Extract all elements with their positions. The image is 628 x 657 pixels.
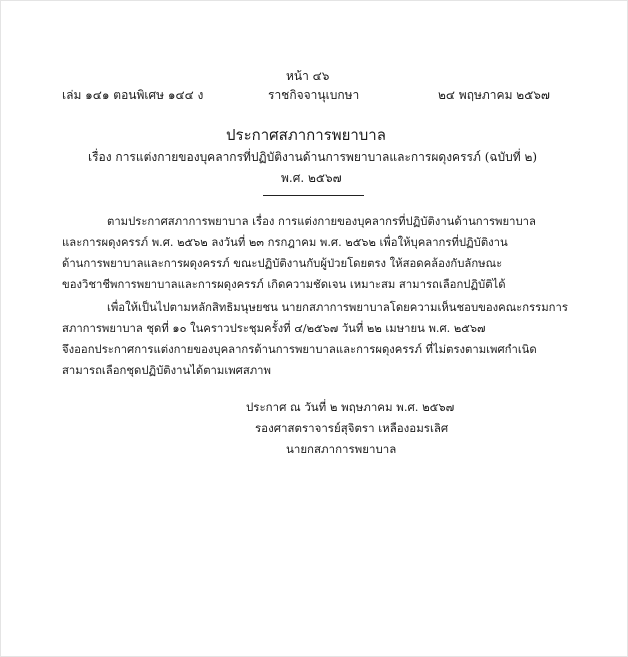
title-divider — [263, 195, 364, 196]
paragraph2-line: จึงออกประกาศการแต่งกายของบุคลากรด้านการพยาบาลและการผดุงครรภ์ ที่ไม่ตรงตามเพศกำเนิด — [62, 343, 537, 356]
paragraph1-line: ของวิชาชีพการพยาบาลและการผดุงครรภ์ เกิดความชัดเจน เหมาะสม สามารถเลือกปฏิบัติได้ — [62, 278, 506, 291]
gazette-name: ราชกิจจานุเบกษา — [268, 88, 360, 102]
page-number: หน้า ๔๖ — [286, 69, 330, 83]
announcement-title: ประกาศสภาการพยาบาล — [226, 126, 386, 144]
paragraph1-line: ตามประกาศสภาการพยาบาล เรื่อง การแต่งกายของบุคลากรที่ปฏิบัติงานด้านการพยาบาล — [107, 215, 536, 228]
announcement-subject: เรื่อง การแต่งกายของบุคลากรที่ปฏิบัติงานด้านการพยาบาลและการผดุงครรภ์ (ฉบับที่ ๒) — [88, 150, 538, 164]
paragraph2-line: สภาการพยาบาล ชุดที่ ๑๐ ในคราวประชุมครั้งที่ ๔/๒๕๖๗ วันที่ ๒๒ เมษายน พ.ศ. ๒๕๖๗ — [62, 322, 486, 335]
announcement-year: พ.ศ. ๒๕๖๗ — [281, 171, 342, 185]
gazette-date: ๒๔ พฤษภาคม ๒๕๖๗ — [438, 88, 550, 102]
paragraph1-line: ด้านการพยาบาลและการผดุงครรภ์ ขณะปฏิบัติงานกับผู้ป่วยโดยตรง ให้สอดคล้องกับลักษณะ — [62, 257, 503, 270]
paragraph2-line: เพื่อให้เป็นไปตามหลักสิทธิมนุษยชน นายกสภาการพยาบาลโดยความเห็นชอบของคณะกรรมการ — [107, 301, 568, 314]
announcement-date: ประกาศ ณ วันที่ ๒ พฤษภาคม พ.ศ. ๒๕๖๗ — [246, 400, 455, 414]
gazette-volume: เล่ม ๑๔๑ ตอนพิเศษ ๑๔๔ ง — [62, 88, 204, 102]
paragraph1-line: และการผดุงครรภ์ พ.ศ. ๒๕๖๒ ลงวันที่ ๒๓ กรกฎาคม พ.ศ. ๒๕๖๒ เพื่อให้บุคลากรที่ปฏิบัติงาน — [62, 236, 508, 249]
paragraph2-line: สามารถเลือกชุดปฏิบัติงานได้ตามเพศสภาพ — [62, 364, 271, 377]
signatory-name: รองศาสตราจารย์สุจิตรา เหลืองอมรเลิศ — [255, 421, 449, 435]
signatory-position: นายกสภาการพยาบาล — [286, 442, 397, 456]
